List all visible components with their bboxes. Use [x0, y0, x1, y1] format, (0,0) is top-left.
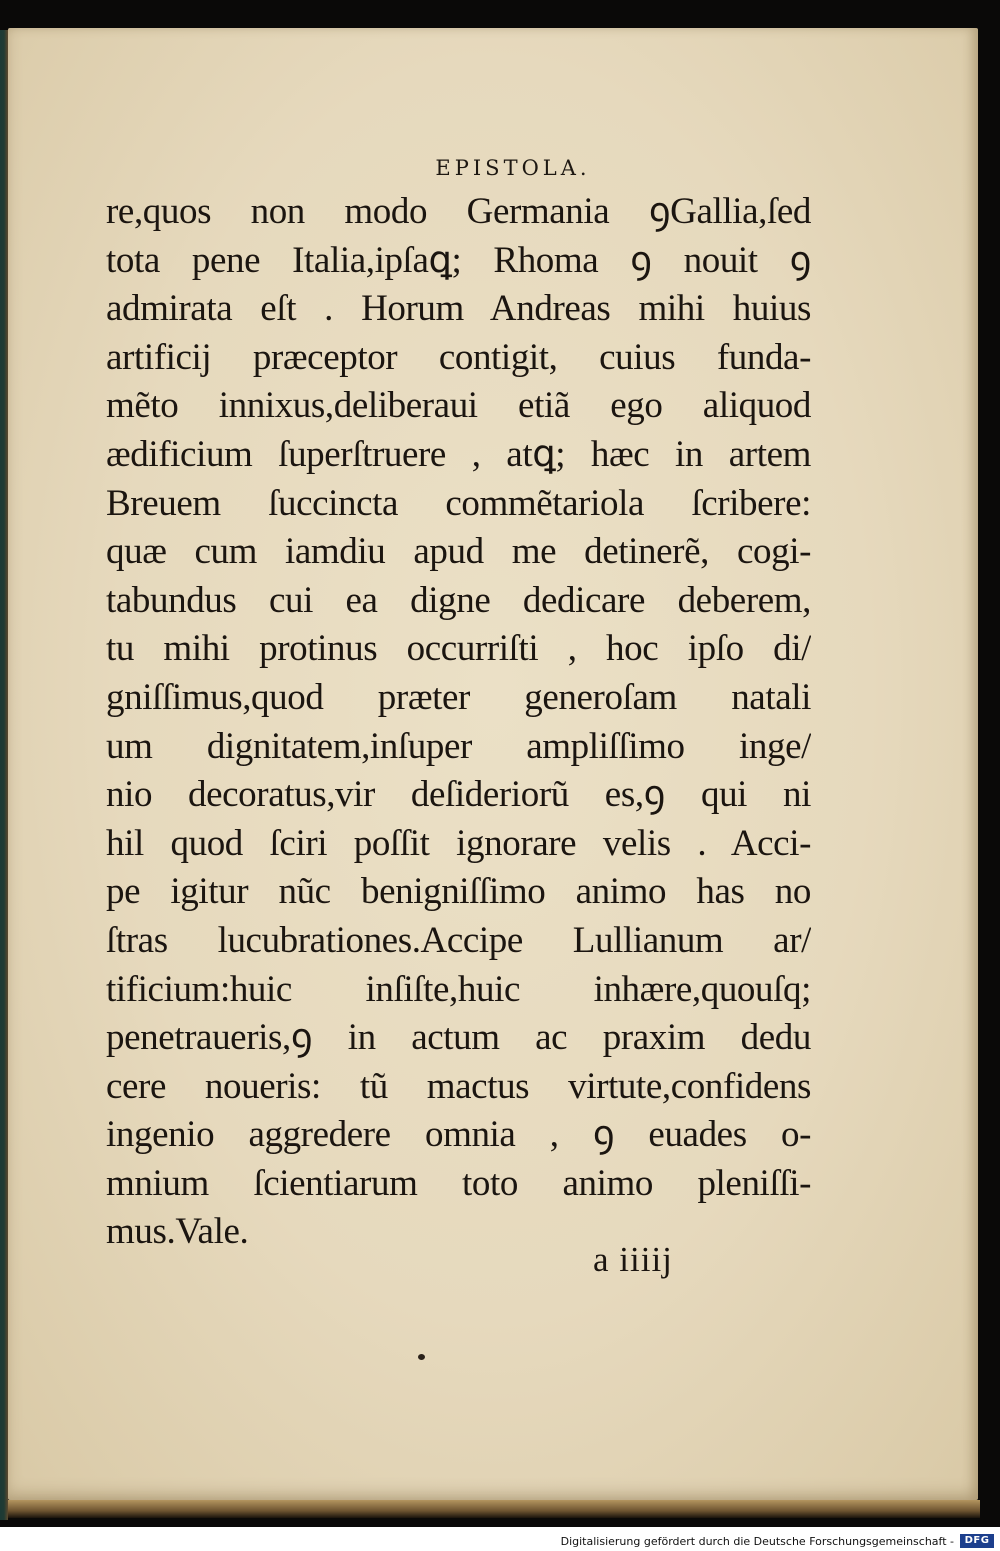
text-line: cere noueris: tũ mactus virtute,confidens — [106, 1065, 811, 1107]
text-line: hil quod ſciri poſſit ignorare velis . Acci- — [106, 822, 811, 864]
text-line: pe igitur nũc benigniſſimo animo has no — [106, 871, 811, 913]
ink-speck — [418, 1354, 425, 1360]
text-line: ſtras lucubrationes.Accipe Lullianum ar/ — [106, 919, 811, 961]
text-line: mẽto innixus,deliberaui etiã ego aliquod — [106, 385, 811, 427]
text-line: tificium:huic inſiſte,huic inhære,quouſq; — [106, 968, 811, 1010]
book-spine-edge — [0, 30, 8, 1520]
text-line: tota pene Italia,ipſaꝗ; Rhoma ꝯ nouit ꝯ — [106, 239, 811, 281]
running-head: EPISTOLA. — [435, 156, 591, 180]
text-line: quæ cum iamdiu apud me detinerẽ, cogi- — [106, 531, 811, 573]
page-body-text — [106, 188, 811, 1257]
text-line: gniſſimus,quod præter generoſam natali — [106, 676, 811, 718]
text-line: tu mihi protinus occurriſti , hoc ipſo di/ — [106, 628, 811, 670]
text-line: tabundus cui ea digne dedicare deberem, — [106, 579, 811, 621]
book-page — [8, 28, 978, 1500]
page-bottom-edge — [8, 1500, 980, 1518]
text-line: ædificium ſuperſtruere , atꝗ; hæc in artem — [106, 433, 811, 475]
dfg-logo: DFG — [960, 1534, 994, 1548]
text-line: ingenio aggredere omnia , ꝯ euades o- — [106, 1114, 811, 1156]
signature-mark: a iiiij — [593, 1240, 673, 1279]
text-line: um dignitatem,inſuper ampliſſimo inge/ — [106, 725, 811, 767]
text-line: artificij præceptor contigit, cuius funda- — [106, 336, 811, 378]
text-line: Breuem ſuccincta commẽtariola ſcribere: — [106, 482, 811, 524]
text-line: penetraueris,ꝯ in actum ac praxim dedu — [106, 1017, 811, 1059]
funding-note: Digitalisierung gefördert durch die Deutsche Forschungsgemeinschaft - — [560, 1535, 954, 1548]
text-line: re,quos non modo Germania ꝯGallia,ſed — [106, 191, 811, 232]
text-line: admirata eſt . Horum Andreas mihi huius — [106, 288, 811, 330]
text-line: mnium ſcientiarum toto animo pleniſſi- — [106, 1162, 811, 1204]
text-line-final: mus.Vale. — [106, 1211, 249, 1253]
text-line: nio decoratus,vir deſideriorũ es,ꝯ qui ni — [106, 774, 811, 816]
